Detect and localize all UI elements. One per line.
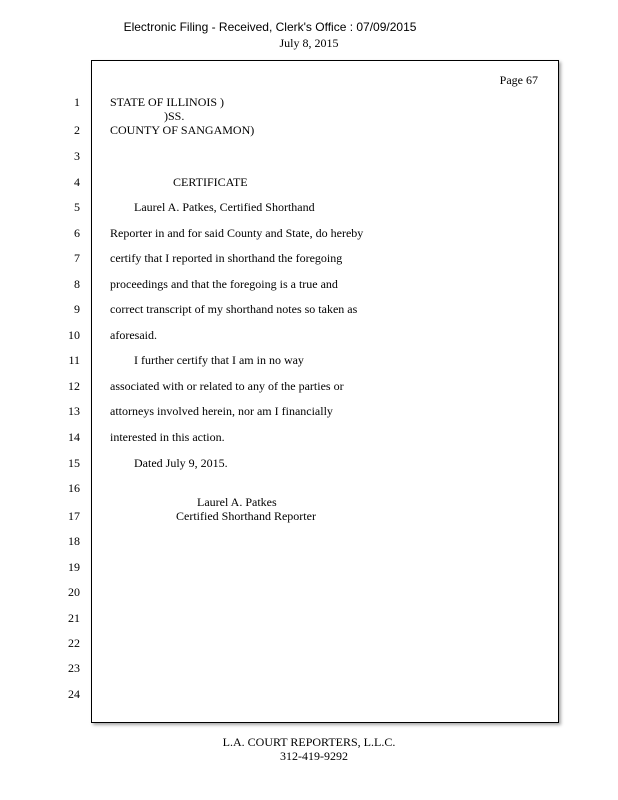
line-number: 23 <box>68 661 80 675</box>
transcript-line: attorneys involved herein, nor am I financially <box>110 404 333 418</box>
line-number: 16 <box>68 481 80 495</box>
dated-line: Dated July 9, 2015. <box>134 456 228 470</box>
transcript-line: associated with or related to any of the parties or <box>110 379 344 393</box>
caption-state: STATE OF ILLINOIS ) <box>110 95 225 109</box>
footer-phone: 312-419-9292 <box>280 749 348 763</box>
certificate-heading: CERTIFICATE <box>173 175 248 189</box>
line-number: 14 <box>68 430 80 444</box>
line-number: 3 <box>74 149 80 163</box>
line-number: 18 <box>68 534 80 548</box>
line-number: 9 <box>74 302 80 316</box>
transcript-line: proceedings and that the foregoing is a true and <box>110 277 338 291</box>
transcript-line: Laurel A. Patkes, Certified Shorthand <box>134 200 315 214</box>
line-number: 19 <box>68 560 80 574</box>
line-number: 12 <box>68 379 80 393</box>
transcript-line: Reporter in and for said County and State, do hereby <box>110 226 364 240</box>
filing-date: July 8, 2015 <box>279 36 339 50</box>
line-number: 13 <box>68 404 80 418</box>
caption-ss: )SS. <box>164 109 185 123</box>
transcript-line: correct transcript of my shorthand notes so taken as <box>110 302 358 316</box>
transcript-line: aforesaid. <box>110 328 157 342</box>
transcript-line: interested in this action. <box>110 430 225 444</box>
line-number: 4 <box>74 175 80 189</box>
line-number: 17 <box>68 509 80 523</box>
line-number: 24 <box>68 687 80 701</box>
line-number: 8 <box>74 277 80 291</box>
line-number: 20 <box>68 585 80 599</box>
transcript-line: certify that I reported in shorthand the foregoing <box>110 251 343 265</box>
page-number: Page 67 <box>499 73 538 87</box>
line-number: 15 <box>68 456 80 470</box>
line-number: 11 <box>68 353 80 367</box>
line-number: 1 <box>74 95 80 109</box>
line-number: 21 <box>68 611 80 625</box>
filing-header: Electronic Filing - Received, Clerk's Office : 07/09/2015 <box>123 20 417 34</box>
transcript-line: I further certify that I am in no way <box>134 353 304 367</box>
line-number: 5 <box>74 200 80 214</box>
line-number: 7 <box>74 251 80 265</box>
caption-county: COUNTY OF SANGAMON) <box>110 123 255 137</box>
line-number: 10 <box>68 328 80 342</box>
line-number: 6 <box>74 226 80 240</box>
signature-title: Certified Shorthand Reporter <box>176 509 316 523</box>
line-number: 22 <box>68 636 80 650</box>
signature-name: Laurel A. Patkes <box>197 495 277 509</box>
footer-company: L.A. COURT REPORTERS, L.L.C. <box>222 735 396 749</box>
line-number: 2 <box>74 123 80 137</box>
